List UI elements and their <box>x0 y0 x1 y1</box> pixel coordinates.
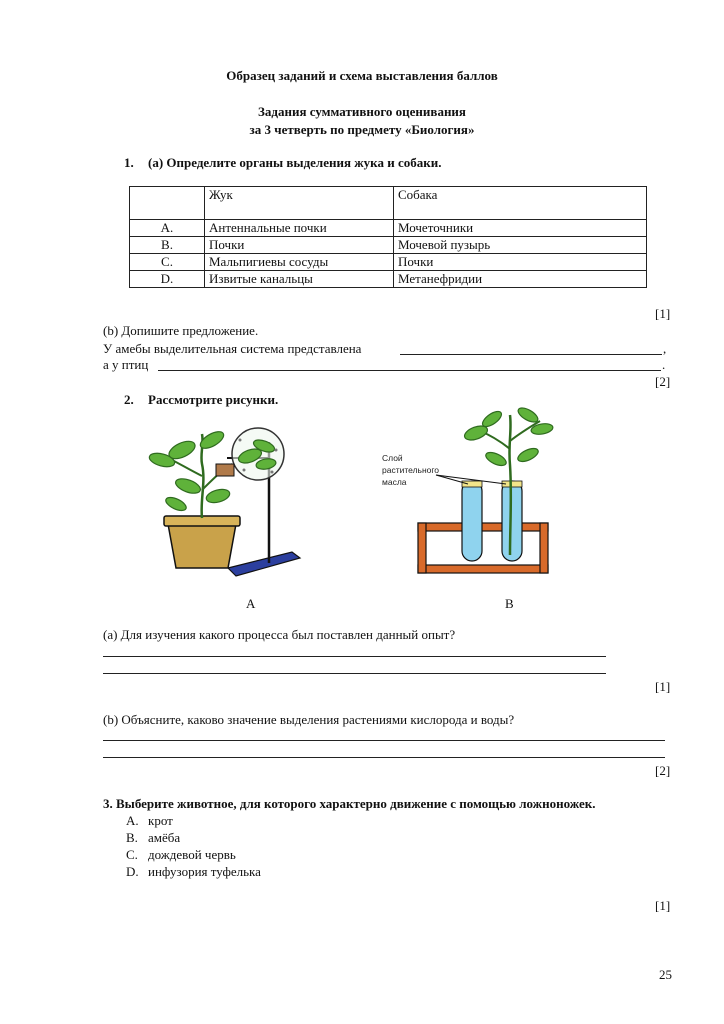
table-cell: Почки <box>205 237 394 254</box>
q3-text: 3. Выберите животное, для которого характерно движение с помощью ложноножек. <box>103 796 596 811</box>
droplet-shape <box>243 469 246 472</box>
table-cell: B. <box>130 237 205 254</box>
table-cell: C. <box>130 254 205 271</box>
q2-score-b: [2] <box>655 763 671 778</box>
answer-line[interactable] <box>400 354 662 355</box>
leaf-shape <box>174 476 203 496</box>
table-cell: D. <box>130 271 205 288</box>
q1-number: 1. <box>124 155 134 170</box>
q2-part-b: (b) Объясните, каково значение выделения растениями кислорода и воды? <box>103 712 515 727</box>
table-cell: Мочеточники <box>394 220 647 237</box>
table-cell: Антеннальные почки <box>205 220 394 237</box>
table-header-cell <box>130 187 205 220</box>
droplet-shape <box>239 439 242 442</box>
q3-score: [1] <box>655 898 671 913</box>
answer-line[interactable] <box>158 370 661 371</box>
q1-score-a: [1] <box>655 306 671 321</box>
q3-option-text[interactable]: амёба <box>148 830 181 845</box>
answer-line[interactable] <box>103 673 606 674</box>
table-row <box>130 237 647 254</box>
subtitle-line-1: Задания суммативного оценивания <box>258 104 466 119</box>
q1-part-a: (a) Определите органы выделения жука и собаки. <box>148 155 442 170</box>
oil-layer-shape <box>462 481 482 487</box>
rack-base-shape <box>418 565 548 573</box>
figure-label-a: A <box>246 596 256 611</box>
leaf-shape <box>198 428 227 451</box>
q2-part-a: (a) Для изучения какого процесса был поставлен данный опыт? <box>103 627 456 642</box>
annotation-line-1: Слой <box>382 453 403 463</box>
table-cell: Метанефридии <box>394 271 647 288</box>
rack-leg-shape <box>418 523 426 573</box>
test-tube-left-shape <box>462 481 482 561</box>
q3-option-text[interactable]: дождевой червь <box>148 847 236 862</box>
q2-text: Рассмотрите рисунки. <box>148 392 279 407</box>
answer-line[interactable] <box>103 656 606 657</box>
q3-option-letter: D. <box>126 864 139 879</box>
figure-label-b: B <box>505 596 514 611</box>
table-header-cell: Собака <box>394 187 647 220</box>
clamp-shape <box>216 464 234 476</box>
page-title: Образец заданий и схема выставления баллов <box>226 68 498 83</box>
pot-shape <box>168 524 236 568</box>
leaf-shape <box>516 405 540 425</box>
q2-score-a: [1] <box>655 679 671 694</box>
q1-sentence-1-end: , <box>663 341 667 356</box>
table-row <box>130 220 647 237</box>
q3-option-text[interactable]: инфузория туфелька <box>148 864 261 879</box>
table-cell: Почки <box>394 254 647 271</box>
leaf-shape <box>516 446 540 464</box>
stand-base-shape <box>228 552 300 576</box>
table-cell: Мочевой пузырь <box>394 237 647 254</box>
q1-table <box>129 186 647 288</box>
table-header-row <box>130 187 647 220</box>
droplet-shape <box>271 471 274 474</box>
droplet-shape <box>275 449 278 452</box>
leaf-shape <box>205 487 231 505</box>
page-number: 25 <box>659 967 672 982</box>
table-row <box>130 254 647 271</box>
q3-option-letter: C. <box>126 847 138 862</box>
figure-b-test-tubes-illustration <box>380 405 560 580</box>
leaf-shape <box>164 495 188 513</box>
answer-line[interactable] <box>103 740 665 741</box>
rack-leg-shape <box>540 523 548 573</box>
q1-part-b: (b) Допишите предложение. <box>103 323 259 338</box>
annotation-line-2: растительного <box>382 465 440 475</box>
q1-sentence-1: У амебы выделительная система представлена <box>103 341 362 356</box>
q3-option-text[interactable]: крот <box>148 813 173 828</box>
q3-option-letter: A. <box>126 813 139 828</box>
annotation-line-3: масла <box>382 477 407 487</box>
q1-sentence-2-end: . <box>662 357 666 372</box>
leaf-shape <box>484 450 508 468</box>
cutting-stem-shape <box>509 415 510 555</box>
figure-a-plant-illustration <box>132 420 312 580</box>
branch-shape <box>172 460 202 476</box>
subtitle-line-2: за 3 четверть по предмету «Биология» <box>249 122 475 137</box>
annotation-pointer-shape <box>436 475 468 484</box>
table-cell: Извитые канальцы <box>205 271 394 288</box>
q3-option-letter: B. <box>126 830 138 845</box>
rack-shelf-shape <box>418 523 548 531</box>
q1-sentence-2: а у птиц <box>103 357 149 372</box>
q2-number: 2. <box>124 392 134 407</box>
leaf-shape <box>480 409 504 430</box>
q1-score-b: [2] <box>655 374 671 389</box>
table-header-cell: Жук <box>205 187 394 220</box>
answer-line[interactable] <box>103 757 665 758</box>
table-cell: A. <box>130 220 205 237</box>
table-row <box>130 271 647 288</box>
table-cell: Мальпигиевы сосуды <box>205 254 394 271</box>
